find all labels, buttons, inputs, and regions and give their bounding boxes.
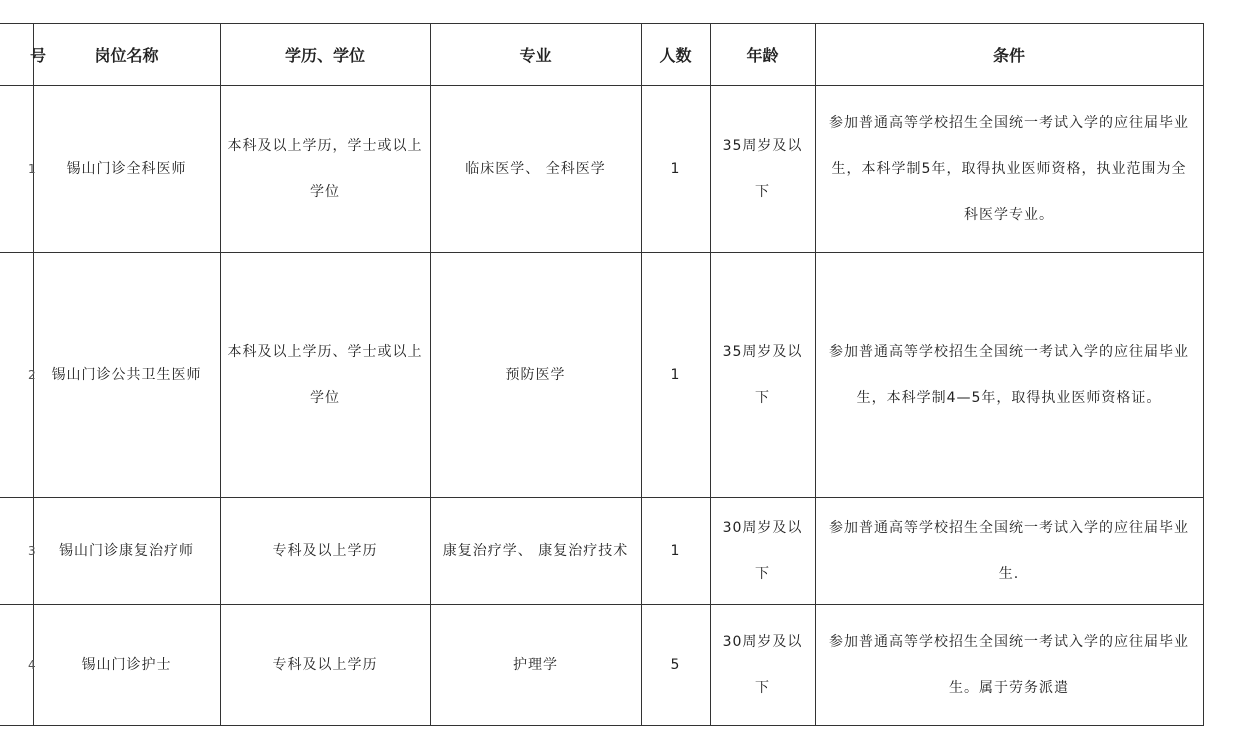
header-age: 年龄 bbox=[710, 24, 815, 86]
row-count: 1 bbox=[641, 86, 710, 253]
row-age: 35周岁及以下 bbox=[710, 86, 815, 253]
row-major: 临床医学、 全科医学 bbox=[430, 86, 641, 253]
row-age: 35周岁及以下 bbox=[710, 253, 815, 498]
row-position: 锡山门诊全科医师 bbox=[33, 86, 220, 253]
row-age: 30周岁及以下 bbox=[710, 498, 815, 605]
row-index: 4 bbox=[0, 605, 33, 726]
row-count: 5 bbox=[641, 605, 710, 726]
row-conditions: 参加普通高等学校招生全国统一考试入学的应往届毕业生，本科学制5年，取得执业医师资格，执业范围为全科医学专业。 bbox=[815, 86, 1203, 253]
header-index: 号 bbox=[0, 24, 33, 86]
row-age: 30周岁及以下 bbox=[710, 605, 815, 726]
table-row bbox=[0, 253, 1203, 498]
row-education: 本科及以上学历，学士或以上学位 bbox=[220, 86, 430, 253]
header-major: 专业 bbox=[430, 24, 641, 86]
row-position: 锡山门诊公共卫生医师 bbox=[33, 253, 220, 498]
table-row bbox=[0, 605, 1203, 726]
row-major: 护理学 bbox=[430, 605, 641, 726]
row-index: 2 bbox=[0, 253, 33, 498]
row-major: 预防医学 bbox=[430, 253, 641, 498]
header-conditions: 条件 bbox=[815, 24, 1203, 86]
row-education: 专科及以上学历 bbox=[220, 605, 430, 726]
table-row bbox=[0, 86, 1203, 253]
row-education: 本科及以上学历、学士或以上学位 bbox=[220, 253, 430, 498]
table-row bbox=[0, 498, 1203, 605]
row-conditions: 参加普通高等学校招生全国统一考试入学的应往届毕业生。属于劳务派遣 bbox=[815, 605, 1203, 726]
recruitment-table bbox=[0, 23, 1204, 726]
row-education: 专科及以上学历 bbox=[220, 498, 430, 605]
header-position: 岗位名称 bbox=[33, 24, 220, 86]
table-header-row bbox=[0, 24, 1203, 86]
row-conditions: 参加普通高等学校招生全国统一考试入学的应往届毕业生，本科学制4—5年，取得执业医师资格证。 bbox=[815, 253, 1203, 498]
row-position: 锡山门诊康复治疗师 bbox=[33, 498, 220, 605]
row-count: 1 bbox=[641, 498, 710, 605]
header-education: 学历、学位 bbox=[220, 24, 430, 86]
row-conditions: 参加普通高等学校招生全国统一考试入学的应往届毕业生. bbox=[815, 498, 1203, 605]
row-position: 锡山门诊护士 bbox=[33, 605, 220, 726]
row-index: 3 bbox=[0, 498, 33, 605]
header-count: 人数 bbox=[641, 24, 710, 86]
row-major: 康复治疗学、 康复治疗技术 bbox=[430, 498, 641, 605]
row-index: 1 bbox=[0, 86, 33, 253]
row-count: 1 bbox=[641, 253, 710, 498]
